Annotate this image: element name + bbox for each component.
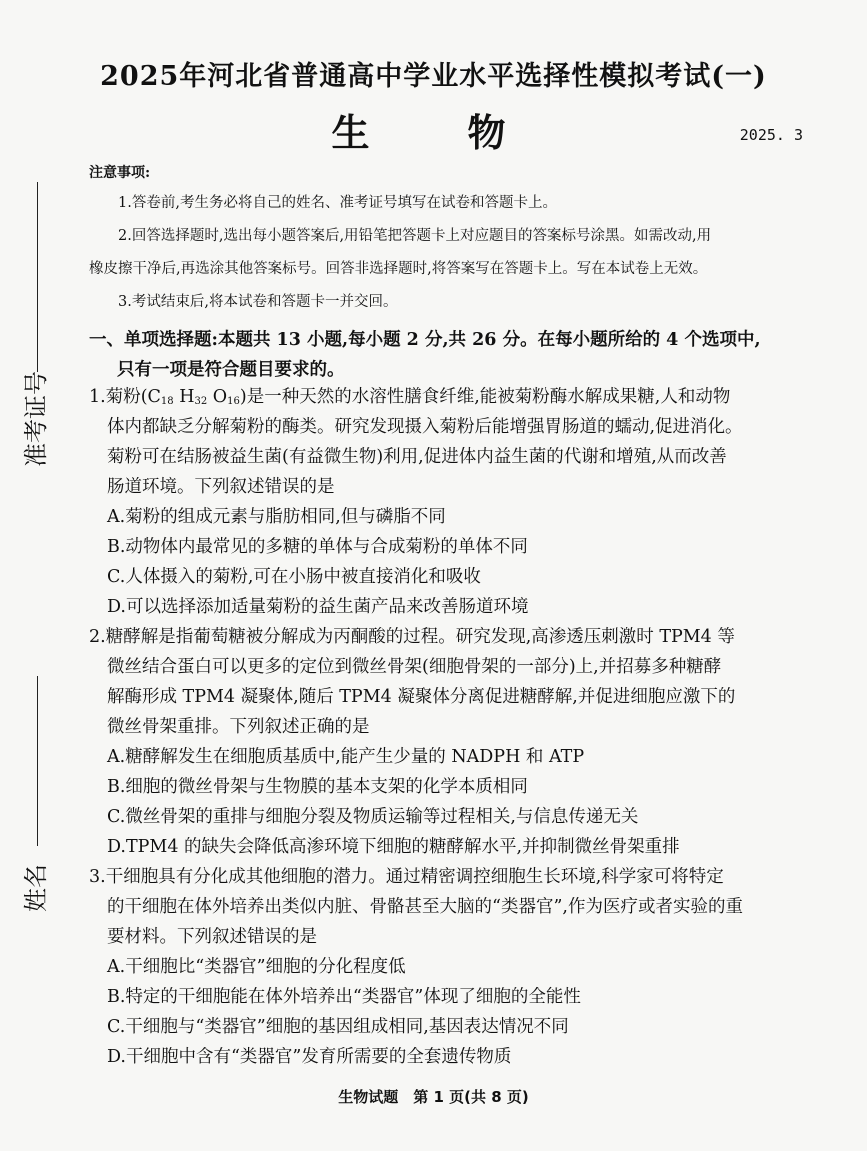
answer-option: C.干细胞与“类器官”细胞的基因组成相同,基因表达情况不同 [107,1017,569,1037]
section-heading-line-2: 只有一项是符合题目要求的。 [117,360,345,380]
question-stem-line: 体内都缺乏分解菊粉的酶类。研究发现摄入菊粉后能增强胃肠道的蠕动,促进消化。 [107,417,743,437]
answer-option: C.微丝骨架的重排与细胞分裂及物质运输等过程相关,与信息传递无关 [107,807,639,827]
answer-option: D.TPM4 的缺失会降低高渗环境下细胞的糖酵解水平,并抑制微丝骨架重排 [107,837,680,857]
admission-number-label: 准考证号 [22,371,50,467]
answer-option: A.菊粉的组成元素与脂肪相同,但与磷脂不同 [107,507,446,527]
notice-item: 2.回答选择题时,选出每小题答案后,用铅笔把答题卡上对应题目的答案标号涂黑。如需改动,用 [118,228,712,244]
admission-number-line [37,182,38,372]
answer-option: D.干细胞中含有“类器官”发育所需要的全套遗传物质 [107,1047,512,1067]
question-stem-line: 要材料。下列叙述错误的是 [107,927,317,947]
notice-heading: 注意事项: [89,165,151,181]
answer-option: B.动物体内最常见的多糖的单体与合成菊粉的单体不同 [107,537,528,557]
answer-option: C.人体摄入的菊粉,可在小肠中被直接消化和吸收 [107,567,481,587]
section-heading [89,325,809,385]
question-stem-line: 解酶形成 TPM4 凝聚体,随后 TPM4 凝聚体分离促进糖酵解,并促进细胞应激下的 [107,687,736,707]
answer-option: A.糖酵解发生在细胞质基质中,能产生少量的 NADPH 和 ATP [107,747,585,767]
subject-title: 生 物 [331,110,536,155]
name-line [37,676,38,846]
notice-item: 橡皮擦干净后,再选涂其他答案标号。回答非选择题时,将答案写在答题卡上。写在本试卷上无效。 [89,261,708,277]
question-stem-line: 的干细胞在体外培养出类似内脏、骨骼甚至大脑的“类器官”,作为医疗或者实验的重 [107,897,743,917]
exam-title: 2025年河北省普通高中学业水平选择性模拟考试(一) [100,61,767,92]
notice-item: 1.答卷前,考生务必将自己的姓名、准考证号填写在试卷和答题卡上。 [118,195,557,211]
page-footer: 生物试题 第 1 页(共 8 页) [338,1088,529,1106]
notice-item: 3.考试结束后,将本试卷和答题卡一并交回。 [118,294,398,310]
answer-option: B.特定的干细胞能在体外培养出“类器官”体现了细胞的全能性 [107,987,581,1007]
name-label: 姓名 [22,864,50,912]
answer-option: A.干细胞比“类器官”细胞的分化程度低 [107,957,406,977]
answer-option: B.细胞的微丝骨架与生物膜的基本支架的化学本质相同 [107,777,528,797]
question-stem-line: 菊粉可在结肠被益生菌(有益微生物)利用,促进体内益生菌的代谢和增殖,从而改善 [107,447,727,467]
question-stem-line: 2.糖酵解是指葡萄糖被分解成为丙酮酸的过程。研究发现,高渗透压刺激时 TPM4 等 [89,627,735,647]
exam-date: 2025. 3 [739,126,803,144]
question-stem-line: 3.干细胞具有分化成其他细胞的潜力。通过精密调控细胞生长环境,科学家可将特定 [89,867,724,887]
question-stem-line: 肠道环境。下列叙述错误的是 [107,477,335,497]
answer-option: D.可以选择添加适量菊粉的益生菌产品来改善肠道环境 [107,597,529,617]
section-heading-line-1: 一、单项选择题:本题共 13 小题,每小题 2 分,共 26 分。在每小题所给的 4 个选项中, [89,330,761,350]
question-stem-line: 微丝骨架重排。下列叙述正确的是 [107,717,370,737]
question-stem-line: 1.菊粉($C_{18}$ $H_{32}$ $O_{16}$)是一种天然的水溶性膳食纤维,能被菊粉酶水解成果糖,人和动物 [89,387,731,407]
question-stem-line: 微丝结合蛋白可以更多的定位到微丝骨架(细胞骨架的一部分)上,并招募多种糖酵 [107,657,722,677]
